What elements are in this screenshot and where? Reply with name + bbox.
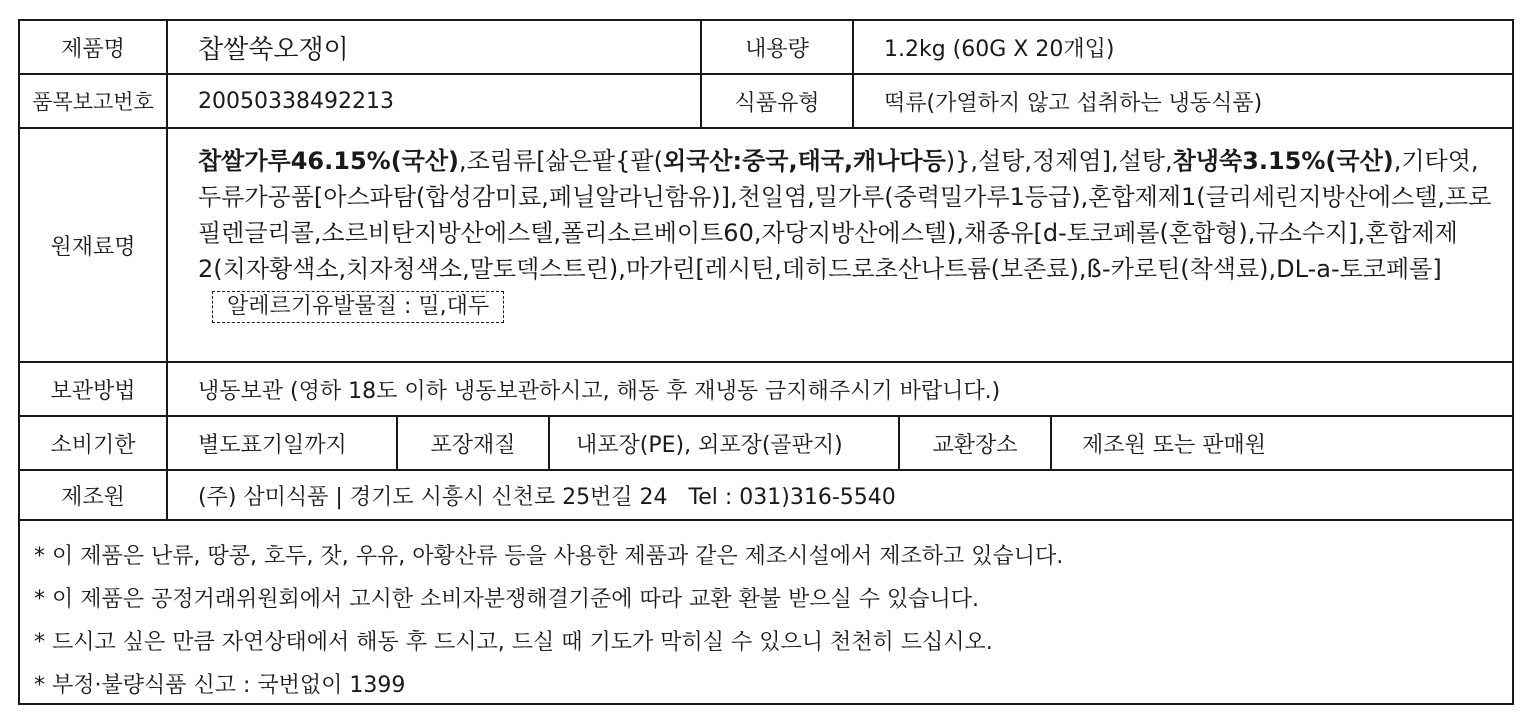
ingredients-label: 원재료명 bbox=[20, 129, 168, 361]
ingredient-segment-bold-5: 참냉쑥3.15%(국산) bbox=[1172, 147, 1394, 175]
ingredient-segment-bold-3: 외국산:중국,태국,캐나다등 bbox=[662, 147, 946, 175]
packaging-label: 포장재질 bbox=[396, 417, 548, 469]
note-thaw-caution: * 드시고 싶은 만큼 자연상태에서 해동 후 드시고, 드실 때 기도가 막히실 수 있으니 천천히 드십시오. bbox=[34, 630, 993, 655]
expiry-value: 별도표기일까지 bbox=[198, 432, 347, 458]
packaging-value: 내포장(PE), 외포장(골판지) bbox=[548, 417, 898, 469]
report-number-value: 20050338492213 bbox=[198, 88, 394, 114]
exchange-label: 교환장소 bbox=[898, 417, 1050, 469]
row-product-name bbox=[20, 21, 1512, 75]
notes-section bbox=[20, 521, 1512, 703]
content-amount-value: 1.2kg (60G X 20개입) bbox=[852, 21, 1512, 73]
ingredients-text bbox=[168, 129, 1512, 361]
product-label-table bbox=[18, 19, 1514, 705]
note-exchange-refund: * 이 제품은 공정거래위원회에서 고시한 소비자분쟁해결기준에 따라 교환 환불 받으실 수 있습니다. bbox=[34, 587, 980, 612]
manufacturer-label: 제조원 bbox=[20, 471, 168, 519]
row-ingredients bbox=[20, 129, 1512, 363]
row-report-number bbox=[20, 75, 1512, 129]
row-storage bbox=[20, 363, 1512, 417]
storage-label: 보관방법 bbox=[20, 363, 168, 415]
ingredient-segment-6: ,기타엿,두류가공품[아스파탐(합성감미료,페닐알라닌함유)],천일염,밀가루(중력밀가루1등급),혼합제제1(글리세린지방산에스텔,프로필렌글리콜,소르비탄지방산에스텔,폴리소르베이트60,자당지방산에스텔),채종유[d-토코페롤(혼합형),규소수지],혼합제제2(치자황색소,치자청색소,말토덱스트린),마가린[레시틴,데히드로초산나트륨(보존료),ß-카로틴(착색료),DL-a-토코페롤] bbox=[198, 147, 1492, 283]
food-type-value: 떡류(가열하지 않고 섭취하는 냉동식품) bbox=[852, 75, 1512, 127]
report-number-label: 품목보고번호 bbox=[20, 75, 168, 127]
manufacturer-value: (주) 삼미식품 | 경기도 시흥시 신천로 25번길 24 Tel : 031)316-5540 bbox=[198, 484, 896, 510]
allergy-notice: 알레르기유발물질 : 밀,대두 bbox=[212, 291, 504, 323]
row-expiry bbox=[20, 417, 1512, 471]
expiry-label: 소비기한 bbox=[20, 417, 168, 469]
product-name-label: 제품명 bbox=[20, 21, 168, 73]
content-amount-label: 내용량 bbox=[700, 21, 852, 73]
storage-value: 냉동보관 (영하 18도 이하 냉동보관하시고, 해동 후 재냉동 금지해주시기 바랍니다.) bbox=[198, 378, 1001, 404]
row-manufacturer bbox=[20, 471, 1512, 521]
ingredient-segment-4: )},설탕,정제염],설탕, bbox=[945, 147, 1173, 175]
product-name-value: 찹쌀쑥오쟁이 bbox=[198, 34, 349, 65]
ingredient-segment-2: ,조림류[삶은팥{팥( bbox=[459, 147, 663, 175]
food-type-label: 식품유형 bbox=[700, 75, 852, 127]
note-report-hotline: * 부정·불량식품 신고 : 국번없이 1399 bbox=[34, 673, 406, 698]
note-allergen-facility: * 이 제품은 난류, 땅콩, 호두, 잣, 우유, 아황산류 등을 사용한 제품과 같은 제조시설에서 제조하고 있습니다. bbox=[34, 544, 1064, 569]
ingredient-segment-bold-1: 찹쌀가루46.15%(국산) bbox=[198, 147, 460, 175]
exchange-value: 제조원 또는 판매원 bbox=[1050, 417, 1512, 469]
